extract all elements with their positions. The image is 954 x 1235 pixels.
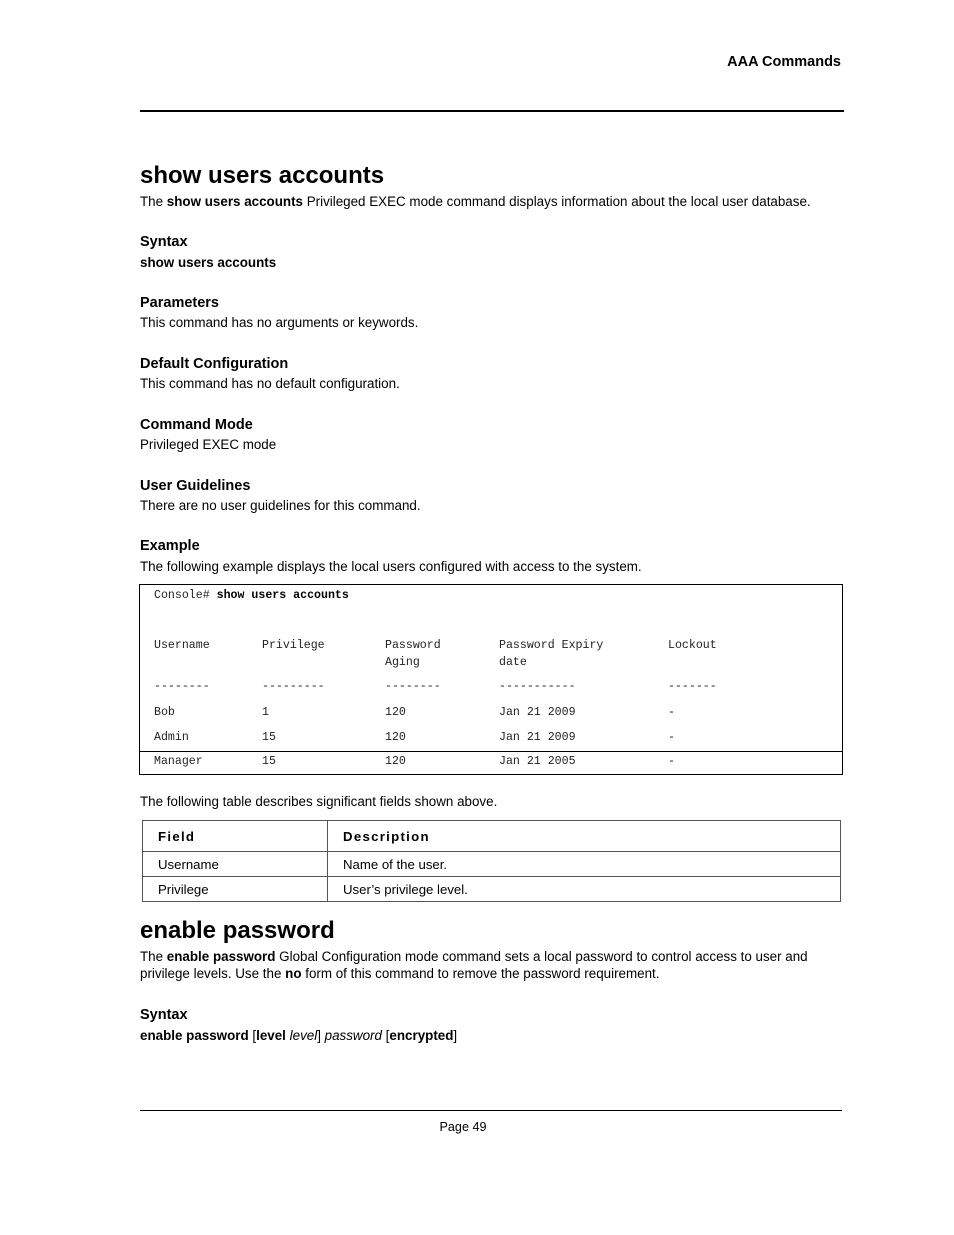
- syntax-text-2: enable password [level level] password [encrypted]: [140, 1028, 458, 1043]
- code-dashes: --------: [385, 680, 441, 693]
- code-header-lockout: Lockout: [668, 639, 717, 652]
- code-example-box: [139, 584, 843, 775]
- page-number: Page 49: [439, 1120, 487, 1134]
- section-title-show-users-accounts: show users accounts: [140, 162, 385, 189]
- code-cell: Jan 21 2009: [499, 706, 576, 719]
- default-config-heading: Default Configuration: [140, 356, 289, 372]
- code-cell: 15: [262, 755, 276, 768]
- parameters-text: This command has no arguments or keywords.: [140, 315, 419, 330]
- code-cell: Jan 21 2009: [499, 731, 576, 744]
- running-header-title: AAA Commands: [727, 54, 841, 70]
- code-cell: Manager: [154, 755, 203, 768]
- code-dashes: --------: [154, 680, 210, 693]
- code-command-line: Console# show users accounts: [154, 589, 349, 602]
- code-header-privilege: Privilege: [262, 639, 325, 652]
- header-rule: [140, 110, 844, 112]
- table-cell: User’s privilege level.: [328, 877, 841, 902]
- code-header-password: Password: [385, 639, 441, 652]
- code-cell: 15: [262, 731, 276, 744]
- command-mode-heading: Command Mode: [140, 417, 253, 433]
- default-config-text: This command has no default configuration.: [140, 376, 400, 391]
- command-mode-text: Privileged EXEC mode: [140, 437, 277, 452]
- user-guidelines-text: There are no user guidelines for this command.: [140, 498, 421, 513]
- syntax-heading-2: Syntax: [140, 1007, 188, 1023]
- code-header-aging: Aging: [385, 656, 420, 669]
- section-title-enable-password: enable password: [140, 917, 335, 944]
- code-header-username: Username: [154, 639, 210, 652]
- syntax-text: show users accounts: [140, 255, 277, 270]
- code-header-date: date: [499, 656, 527, 669]
- table-cell: Name of the user.: [328, 852, 841, 877]
- fields-intro: The following table describes significant fields shown above.: [140, 794, 498, 809]
- code-dashes: -----------: [499, 680, 576, 693]
- parameters-heading: Parameters: [140, 295, 219, 311]
- code-cell: -: [668, 755, 675, 768]
- code-cell: -: [668, 731, 675, 744]
- table-cell: Privilege: [143, 877, 328, 902]
- syntax-heading: Syntax: [140, 234, 188, 250]
- code-box-divider: [139, 751, 843, 752]
- table-cell: Username: [143, 852, 328, 877]
- code-cell: Admin: [154, 731, 189, 744]
- section2-intro: The enable password Global Configuration mode command sets a local password to control access to user and privilege levels. Use the no form of this command to remove the password requirement.: [140, 949, 808, 981]
- code-header-password-expiry: Password Expiry: [499, 639, 604, 652]
- code-cell: 1: [262, 706, 269, 719]
- table-row: [143, 852, 841, 877]
- table-row: [143, 877, 841, 902]
- code-cell: -: [668, 706, 675, 719]
- code-cell: 120: [385, 755, 406, 768]
- section1-intro: The show users accounts Privileged EXEC mode command displays information about the local user database.: [140, 194, 811, 209]
- code-cell: 120: [385, 731, 406, 744]
- code-cell: Jan 21 2005: [499, 755, 576, 768]
- example-heading: Example: [140, 538, 200, 554]
- fields-table: [142, 820, 841, 902]
- code-cell: Bob: [154, 706, 175, 719]
- table-header-field: Field: [143, 821, 328, 852]
- table-header-description: Description: [328, 821, 841, 852]
- footer-rule: [140, 1110, 842, 1111]
- code-dashes: ---------: [262, 680, 325, 693]
- example-text: The following example displays the local users configured with access to the system.: [140, 559, 642, 574]
- user-guidelines-heading: User Guidelines: [140, 478, 251, 494]
- code-cell: 120: [385, 706, 406, 719]
- table-header-row: [143, 821, 841, 852]
- code-dashes: -------: [668, 680, 717, 693]
